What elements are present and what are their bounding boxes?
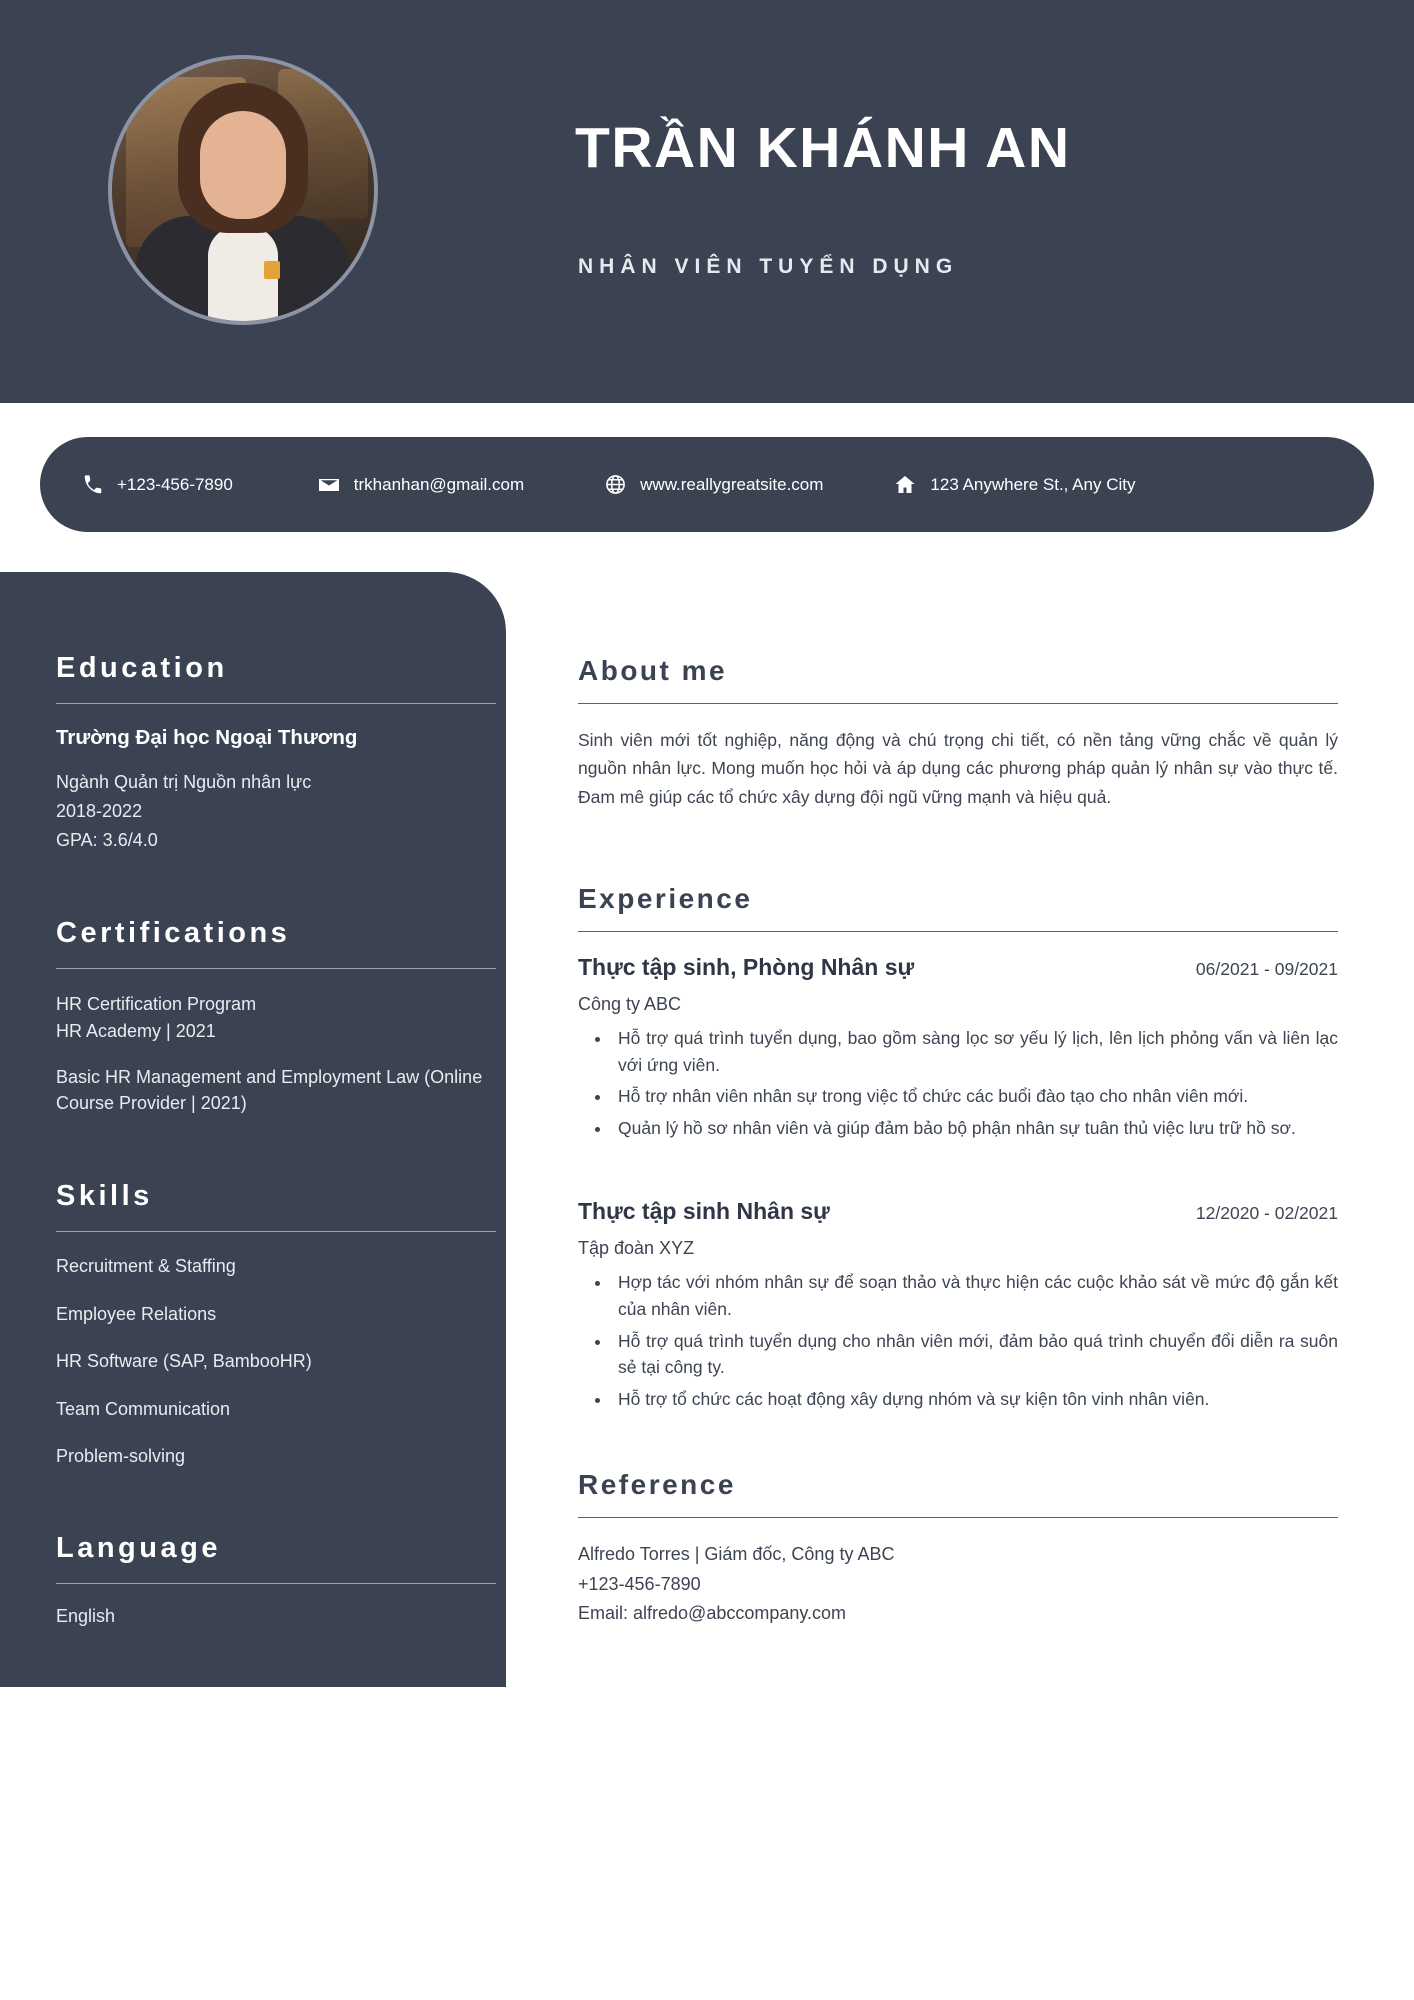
experience-title: Experience [578, 883, 753, 915]
sidebar-section-skills [56, 1180, 502, 1470]
experience-entry [578, 954, 1338, 1141]
reference-line: +123-456-7890 [578, 1573, 701, 1594]
job-bullet: • Hỗ trợ quá trình tuyển dụng cho nhân viên mới, đảm bảo quá trình chuyển đổi diễn ra suôn sẻ tại công ty. [612, 1328, 1338, 1381]
experience-entry [578, 1198, 1338, 1412]
sidebar [0, 572, 506, 1687]
certification-name: HR Certification Program [56, 994, 257, 1015]
divider [56, 1231, 496, 1232]
contact-website-text: www.reallygreatsite.com [640, 474, 824, 494]
reference-line: Alfredo Torres | Giám đốc, Công ty ABC [578, 1544, 895, 1565]
divider [578, 703, 1338, 704]
page-title: TRẦN KHÁNH AN [575, 116, 1071, 180]
contact-bar [40, 437, 1374, 532]
contact-email[interactable] [317, 473, 524, 497]
sidebar-section-language [56, 1532, 502, 1627]
avatar-face [200, 111, 286, 219]
job-bullets [612, 1025, 1338, 1141]
certification-item: Basic HR Management and Employment Law (Online Course Provider | 2021) [56, 1066, 483, 1114]
job-company: Tập đoàn XYZ [578, 1238, 695, 1259]
reference-line: Email: alfredo@abccompany.com [578, 1602, 847, 1623]
job-role-subtitle: NHÂN VIÊN TUYỂN DỤNG [578, 255, 959, 278]
education-line: Ngành Quản trị Nguồn nhân lực [56, 772, 312, 792]
skill-item: Team Communication [56, 1398, 231, 1419]
globe-icon [604, 473, 627, 496]
about-title: About me [578, 655, 728, 686]
skill-item: Recruitment & Staffing [56, 1255, 236, 1276]
language-title: Language [56, 1531, 221, 1564]
sidebar-section-education [56, 652, 502, 855]
job-date: 12/2020 - 02/2021 [1195, 1203, 1338, 1224]
certification-issuer: HR Academy | 2021 [56, 1021, 216, 1042]
contact-address[interactable] [893, 473, 1135, 497]
job-bullets [612, 1269, 1338, 1412]
job-bullet: • Hợp tác với nhóm nhân sự để soạn thảo và thực hiện các cuộc khảo sát về mức độ gắn kết của nhân viên. [612, 1269, 1338, 1322]
sidebar-section-certifications [56, 917, 502, 1117]
avatar-badge [264, 261, 280, 279]
job-bullet: • Hỗ trợ quá trình tuyển dụng, bao gồm sàng lọc sơ yếu lý lịch, lên lịch phỏng vấn và liên lạc với ứng viên. [612, 1025, 1338, 1078]
skills-title: Skills [56, 1179, 153, 1212]
job-bullet: • Quản lý hồ sơ nhân viên và giúp đảm bảo bộ phận nhân sự tuân thủ việc lưu trữ hồ sơ. [612, 1115, 1338, 1142]
skill-item: Problem-solving [56, 1446, 186, 1467]
certification-item [56, 991, 502, 1044]
language-item: English [56, 1605, 116, 1626]
avatar [108, 55, 378, 325]
section-reference [578, 1469, 1338, 1627]
envelope-icon [317, 473, 341, 497]
job-title: Thực tập sinh, Phòng Nhân sự [578, 954, 915, 981]
education-title: Education [56, 652, 228, 684]
section-about [578, 655, 1338, 811]
contact-phone-text: +123-456-7890 [117, 474, 233, 494]
job-bullet: • Hỗ trợ nhân viên nhân sự trong việc tổ chức các buổi đào tạo cho nhân viên mới. [612, 1083, 1338, 1110]
divider [56, 968, 496, 969]
about-text: Sinh viên mới tốt nghiệp, năng động và chú trọng chi tiết, có nền tảng vững chắc về quản lý nguồn nhân lực. Mong muốn học hỏi và áp dụng các phương pháp quản lý nhân sự vào thực tế. Đam mê giúp các tổ chức xây dựng đội ngũ vững mạnh và hiệu quả. [578, 730, 1338, 807]
contact-website[interactable] [604, 473, 823, 496]
divider [56, 703, 496, 704]
avatar-image [112, 59, 374, 321]
job-title: Thực tập sinh Nhân sự [578, 1198, 830, 1225]
job-bullet: • Hỗ trợ tổ chức các hoạt động xây dựng nhóm và sự kiện tôn vinh nhân viên. [612, 1386, 1338, 1413]
education-line: 2018-2022 [56, 801, 143, 822]
contact-email-text: trkhanhan@gmail.com [353, 474, 525, 494]
contact-address-text: 123 Anywhere St., Any City [930, 474, 1136, 494]
skill-item: Employee Relations [56, 1303, 217, 1324]
job-date: 06/2021 - 09/2021 [1195, 959, 1338, 980]
job-company: Công ty ABC [578, 994, 682, 1015]
contact-phone[interactable] [82, 474, 233, 496]
divider [578, 931, 1338, 932]
phone-icon [82, 474, 104, 496]
divider [56, 1583, 496, 1584]
main-content [578, 655, 1338, 1628]
divider [578, 1517, 1338, 1518]
education-school: Trường Đại học Ngoại Thương [56, 726, 358, 749]
section-experience [578, 883, 1338, 1412]
education-line: GPA: 3.6/4.0 [56, 830, 158, 851]
certifications-title: Certifications [56, 917, 291, 950]
skill-item: HR Software (SAP, BambooHR) [56, 1351, 312, 1372]
home-icon [893, 473, 917, 497]
reference-title: Reference [578, 1469, 736, 1501]
